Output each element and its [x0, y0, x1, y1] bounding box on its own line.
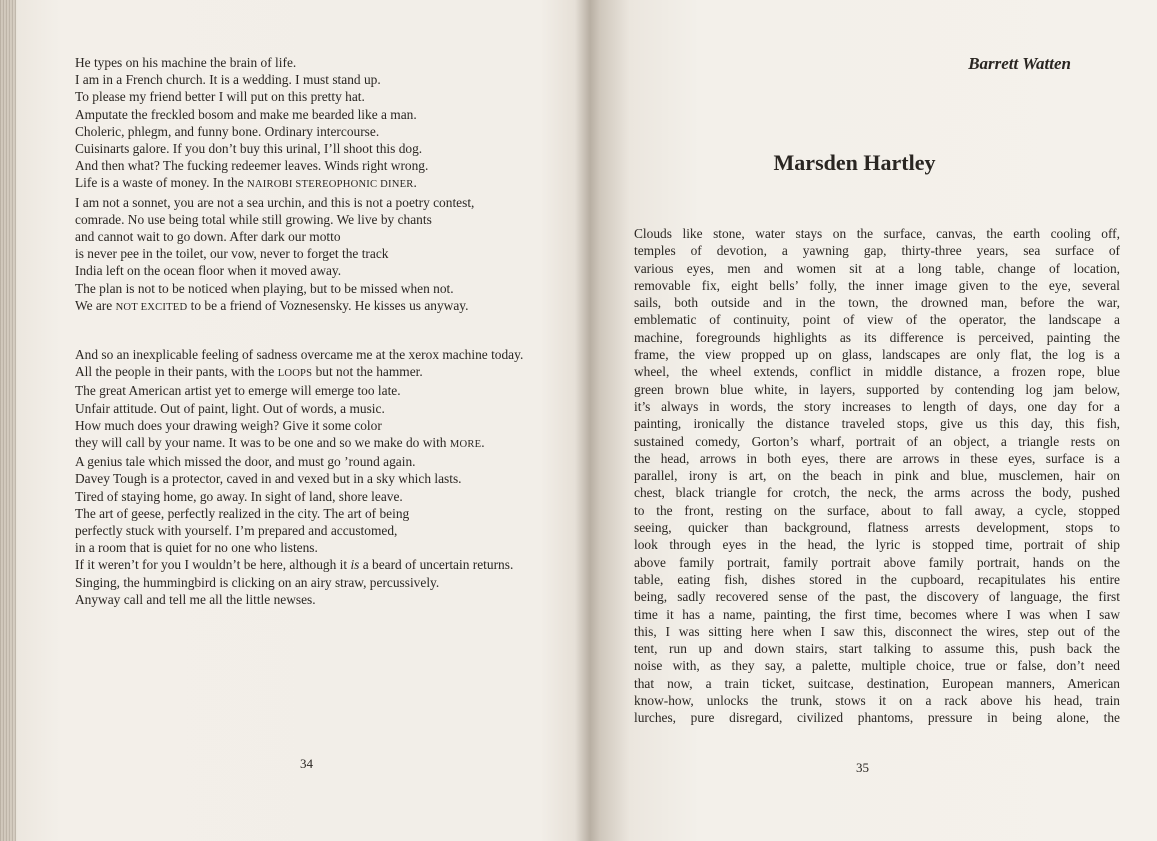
poem-line: comrade. No use being total while still growing. We live by chants	[75, 211, 432, 227]
prose-line: various eyes, men and women sit at a long table, change of location,	[634, 260, 1120, 276]
poem-line: they will call by your name. It was to be one and so we make do with MORE.	[75, 435, 485, 451]
prose-line: green brown blue white, in layers, supported by contending log jam below,	[634, 381, 1120, 397]
prose-line: table, eating fish, dishes stored in the cupboard, recapitulates his entire	[634, 571, 1120, 587]
poem-line: How much does your drawing weigh? Give it some color	[75, 417, 382, 433]
prose-line: machine, foregrounds highlights as its difference is perceived, painting the	[634, 329, 1120, 345]
poem-line: To please my friend better I will put on this pretty hat.	[75, 89, 365, 105]
poem-line: in a room that is quiet for no one who listens.	[75, 540, 318, 556]
poem-line: India left on the ocean floor when it moved away.	[75, 263, 342, 279]
poem-line: We are NOT EXCITED to be a friend of Voznesensky. He kisses us anyway.	[75, 297, 469, 313]
prose-poem-body	[634, 225, 1120, 727]
prose-line: noise with, as they say, a palette, multiple choice, true or false, don’t need	[634, 658, 1120, 674]
poem-line: Amputate the freckled bosom and make me bearded like a man.	[75, 106, 417, 122]
prose-line: look through eyes in the head, the lyric is stopped time, portrait of ship	[634, 537, 1120, 553]
prose-line: painting, ironically the distance traveled stops, give us this day, this fish,	[634, 416, 1120, 432]
prose-line: tent, run up and down stairs, start talking to assume this, push back the	[634, 641, 1120, 657]
prose-line: this, I was sitting here when I saw this, disconnect the wires, step out of the	[634, 623, 1120, 639]
poem-line: And then what? The fucking redeemer leaves. Winds right wrong.	[75, 158, 429, 174]
poem-line: Cuisinarts galore. If you don’t buy this urinal, I’ll shoot this dog.	[75, 141, 423, 157]
prose-line: wheel, the wheel extends, conflict in middle distance, a frozen rope, blue	[634, 364, 1120, 380]
prose-line: sails, both outside and in the town, the drowned man, before the war,	[634, 295, 1120, 311]
prose-line: to the front, resting on the surface, about to fall away, a cycle, stopped	[634, 502, 1120, 518]
prose-line: Clouds like stone, water stays on the surface, canvas, the earth cooling off,	[634, 226, 1120, 241]
prose-line: lurches, pure disregard, civilized phantoms, pressure in being alone, the	[634, 710, 1120, 726]
prose-line: frame, the view propped up on glass, landscapes are only flat, the log is a	[634, 347, 1120, 363]
prose-line: time it has a name, painting, the first time, becomes where I was when I saw	[634, 606, 1120, 622]
poem-line: A genius tale which missed the door, and must go ’round again.	[75, 454, 416, 470]
poem-line: All the people in their pants, with the LOOPS but not the hammer.	[75, 364, 423, 380]
poem-line: I am in a French church. It is a wedding. I must stand up.	[75, 72, 381, 88]
prose-line: know-how, unlocks the trunk, stows it on a rack above his head, train	[634, 693, 1120, 709]
prose-line: parallel, irony is art, on the beach in pink and blue, musclemen, hair on	[634, 468, 1120, 484]
poem-title: Marsden Hartley	[773, 150, 936, 175]
running-head-author: Barrett Watten	[968, 54, 1071, 73]
poem-line: He types on his machine the brain of life.	[75, 55, 297, 70]
poem-line: Davey Tough is a protector, caved in and vexed but in a sky which lasts.	[75, 471, 462, 487]
prose-line: being, sadly recovered sense of the past, the discovery of language, the first	[634, 589, 1120, 605]
prose-line: seeing, quicker than background, flatness arrests development, stops to	[634, 520, 1120, 536]
poem-line: And so an inexplicable feeling of sadness overcame me at the xerox machine today.	[75, 347, 524, 362]
prose-line: temples of devotion, a yawning gap, thirty-three years, sea surface of	[634, 243, 1120, 259]
poem-line: The plan is not to be noticed when playing, but to be missed when not.	[75, 280, 454, 296]
poem-line: If it weren’t for you I wouldn’t be here, although it is a beard of uncertain returns.	[75, 557, 514, 573]
prose-line: the head, arrows in both eyes, there are arrows in these eyes, surface is a	[634, 450, 1120, 466]
poem-line: Singing, the hummingbird is clicking on an airy straw, percussively.	[75, 574, 440, 590]
poem-line: I am not a sonnet, you are not a sea urchin, and this is not a poetry contest,	[75, 194, 475, 210]
prose-line: it’s always in words, the story increases to length of days, one day for a	[634, 398, 1120, 414]
right-page	[592, 0, 1157, 841]
prose-line: that now, a train ticket, suitcase, destination, European manners, American	[634, 675, 1120, 691]
poem-line: The great American artist yet to emerge will emerge too late.	[75, 383, 401, 399]
poem-line: perfectly stuck with yourself. I’m prepared and accustomed,	[75, 523, 398, 539]
prose-line: sustained comedy, Gorton’s wharf, portrait of an object, a triangle rests on	[634, 433, 1120, 449]
poem-stanza-2	[75, 346, 575, 608]
poem-line: and cannot wait to go down. After dark our motto	[75, 229, 341, 245]
poem-line: The art of geese, perfectly realized in the city. The art of being	[75, 505, 410, 521]
poem-line: Tired of staying home, go away. In sight of land, shore leave.	[75, 488, 403, 504]
page-edges	[0, 0, 16, 841]
poem-stanza-1	[75, 54, 575, 316]
poem-line: Choleric, phlegm, and funny bone. Ordinary intercourse.	[75, 123, 380, 139]
poem-line: Unfair attitude. Out of paint, light. Out of words, a music.	[75, 400, 385, 416]
prose-line: above family portrait, family portrait above family portrait, hands on the	[634, 554, 1120, 570]
page-number-left: 34	[300, 756, 313, 771]
poem-line: is never pee in the toilet, our vow, never to forget the track	[75, 246, 389, 262]
prose-line: emblematic of continuity, point of view of the operator, the landscape a	[634, 312, 1120, 328]
poem-line: Anyway call and tell me all the little newses.	[75, 591, 316, 607]
poem-line: Life is a waste of money. In the NAIROBI STEREOPHONIC DINER.	[75, 175, 417, 191]
prose-line: removable fix, eight bells’ folly, the inner image given to the eye, several	[634, 277, 1120, 293]
page-number-right: 35	[856, 760, 869, 775]
prose-line: chest, black triangle for crotch, the neck, the arms across the body, pushed	[634, 485, 1120, 501]
